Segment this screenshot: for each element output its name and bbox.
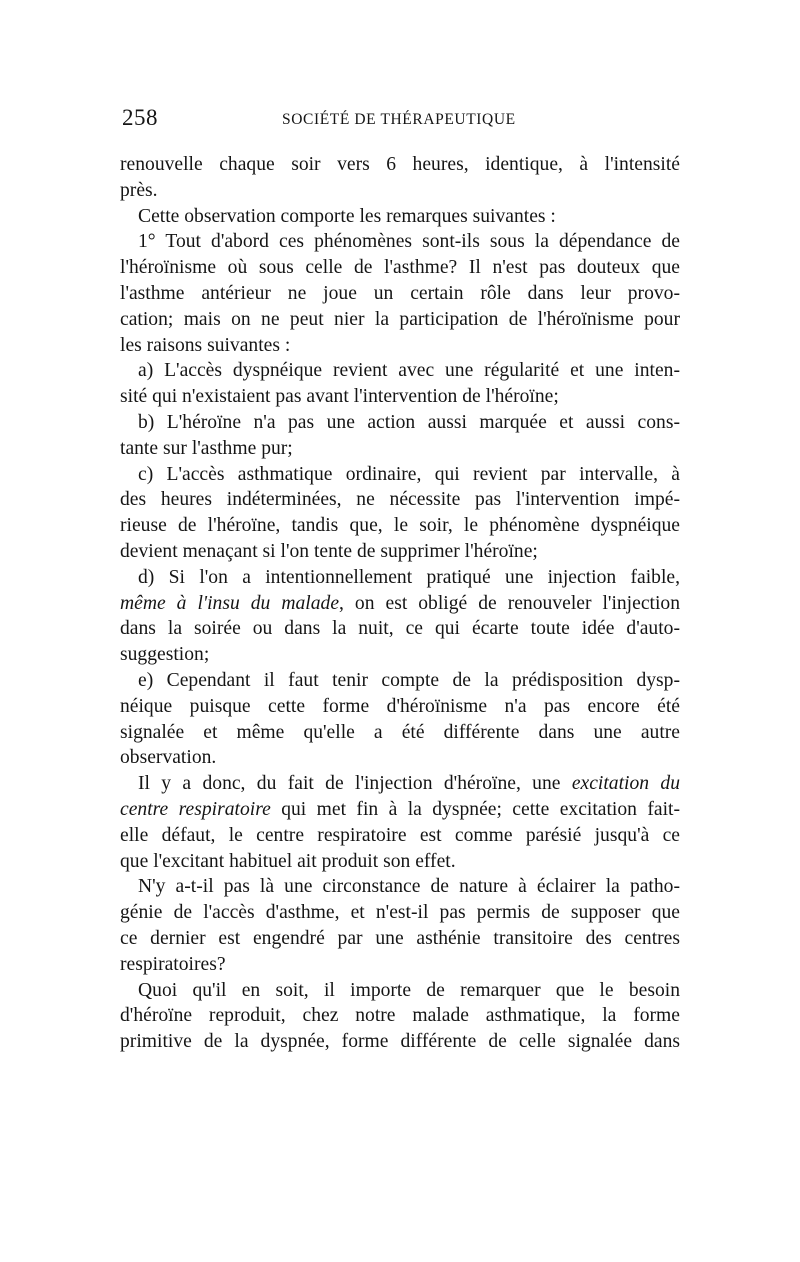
- text-line: près.: [120, 179, 158, 201]
- text-line: N'y a-t-il pas là une circonstance de nature à éclairer la patho-: [138, 876, 680, 898]
- text-line: e) Cependant il faut tenir compte de la prédisposition dysp-: [138, 669, 680, 691]
- text-line: génie de l'accès d'asthme, et n'est-il pas permis de supposer que: [120, 902, 680, 924]
- text-line: [120, 591, 680, 617]
- text-line: néique puisque cette forme d'héroïnisme n'a pas encore été: [120, 695, 680, 717]
- text-line: observation.: [120, 747, 217, 769]
- text-line: a) L'accès dyspnéique revient avec une régularité et une inten-: [138, 360, 680, 382]
- body-text: [120, 152, 680, 1055]
- text-line: les raisons suivantes :: [120, 334, 291, 356]
- text-line: suggestion;: [120, 644, 210, 666]
- italic-phrase: excitation du: [571, 773, 680, 795]
- text-line: devient menaçant si l'on tente de supprimer l'héroïne;: [120, 540, 538, 562]
- text-line: dans la soirée ou dans la nuit, ce qui écarte toute idée d'auto-: [120, 618, 680, 640]
- text-line: [120, 797, 680, 823]
- text-line: ce dernier est engendré par une asthénie transitoire des centres: [120, 927, 680, 949]
- text-line: cation; mais on ne peut nier la participation de l'héroïnisme pour: [120, 308, 680, 330]
- text-line: b) L'héroïne n'a pas une action aussi marquée et aussi cons-: [138, 411, 680, 433]
- text-line: c) L'accès asthmatique ordinaire, qui revient par intervalle, à: [138, 463, 680, 485]
- running-title: SOCIÉTÉ DE THÉRAPEUTIQUE: [282, 111, 516, 128]
- text-line: primitive de la dyspnée, forme différente de celle signalée dans: [120, 1031, 680, 1053]
- text-line: tante sur l'asthme pur;: [120, 437, 293, 459]
- text-line: l'asthme antérieur ne joue un certain rôle dans leur provo-: [120, 282, 680, 304]
- italic-phrase: centre respiratoire: [120, 798, 271, 820]
- italic-phrase: même à l'insu du malade: [120, 592, 340, 614]
- text-line: Quoi qu'il en soit, il importe de remarquer que le besoin: [138, 979, 680, 1001]
- text-line: rieuse de l'héroïne, tandis que, le soir, le phénomène dyspnéique: [120, 515, 680, 537]
- text-line: signalée et même qu'elle a été différente dans une autre: [120, 721, 680, 743]
- text-line: respiratoires?: [120, 953, 226, 975]
- page-number: 258: [122, 105, 158, 130]
- text-segment: Il y a donc, du fait de l'injection d'héroïne, une: [138, 773, 572, 795]
- text-line: Cette observation comporte les remarques suivantes :: [138, 205, 556, 227]
- text-line: [120, 771, 680, 797]
- text-segment: qui met fin à la dyspnée; cette excitation fait-: [270, 798, 680, 820]
- text-line: sité qui n'existaient pas avant l'intervention de l'héroïne;: [120, 386, 559, 408]
- text-line: des heures indéterminées, ne nécessite pas l'intervention impé-: [120, 489, 680, 511]
- text-line: elle défaut, le centre respiratoire est comme parésié jusqu'à ce: [120, 824, 680, 846]
- text-segment: d) Si l'on a intentionnellement pratiqué une injection faible,: [138, 566, 680, 588]
- text-line: renouvelle chaque soir vers 6 heures, identique, à l'intensité: [120, 154, 680, 175]
- text-line: [120, 565, 680, 591]
- text-line: l'héroïnisme où sous celle de l'asthme? Il n'est pas douteux que: [120, 257, 680, 279]
- text-line: d'héroïne reproduit, chez notre malade asthmatique, la forme: [120, 1005, 680, 1027]
- text-segment: , on est obligé de renouveler l'injection: [339, 592, 681, 614]
- text-line: que l'excitant habituel ait produit son effet.: [120, 850, 456, 872]
- text-line: 1° Tout d'abord ces phénomènes sont-ils sous la dépendance de: [138, 231, 680, 253]
